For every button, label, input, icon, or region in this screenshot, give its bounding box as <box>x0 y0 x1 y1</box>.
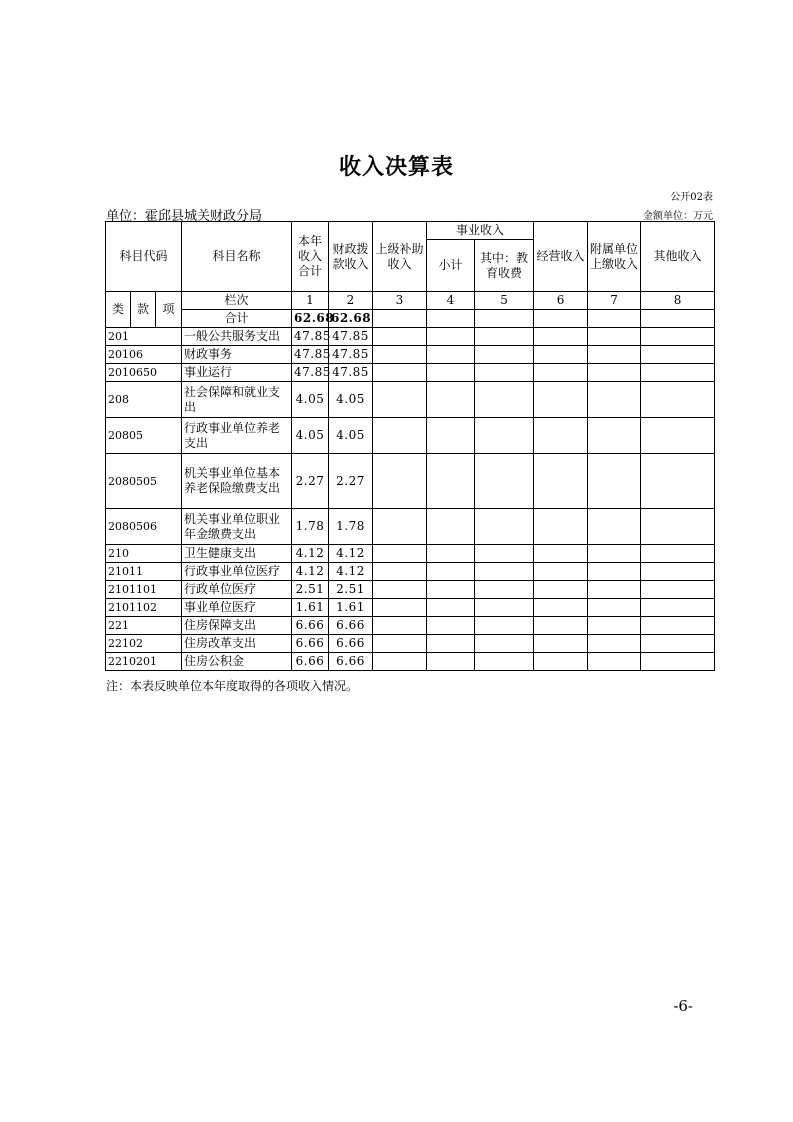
subject-name: 卫生健康支出 <box>182 545 292 563</box>
column-number: 4 <box>427 292 475 310</box>
empty-cell <box>373 418 427 454</box>
empty-cell <box>427 509 475 545</box>
empty-cell <box>427 346 475 364</box>
subject-name: 住房改革支出 <box>182 635 292 653</box>
empty-cell <box>641 509 715 545</box>
empty-cell <box>427 418 475 454</box>
empty-cell <box>641 364 715 382</box>
total-row <box>106 310 715 328</box>
empty-cell <box>641 563 715 581</box>
total-income-value: 47.85 <box>292 328 329 346</box>
empty-cell <box>588 328 641 346</box>
header-name: 科目名称 <box>182 222 292 292</box>
empty-cell <box>641 599 715 617</box>
empty-cell <box>588 635 641 653</box>
subject-code: 2010650 <box>106 364 182 382</box>
empty-cell <box>641 418 715 454</box>
total-income-value: 1.61 <box>292 599 329 617</box>
subject-code: 2101101 <box>106 581 182 599</box>
empty-cell <box>373 617 427 635</box>
subject-name: 机关事业单位基本养老保险缴费支出 <box>182 454 292 509</box>
subject-code: 201 <box>106 328 182 346</box>
fiscal-income-value: 6.66 <box>329 635 373 653</box>
total-income-value: 47.85 <box>292 364 329 382</box>
unit-label: 单位：霍邱县城关财政分局 <box>106 209 263 224</box>
subject-name: 财政事务 <box>182 346 292 364</box>
subject-name: 社会保障和就业支出 <box>182 382 292 418</box>
empty-cell <box>427 545 475 563</box>
fiscal-income-value: 4.05 <box>329 418 373 454</box>
total-income-value: 6.66 <box>292 653 329 671</box>
empty-cell <box>475 364 534 382</box>
header-xiang: 项 <box>156 292 182 328</box>
empty-cell <box>427 653 475 671</box>
empty-cell <box>534 617 588 635</box>
total-income-value: 6.66 <box>292 617 329 635</box>
empty-cell <box>534 581 588 599</box>
column-index-row <box>106 292 715 310</box>
empty-cell <box>373 346 427 364</box>
total-income-value: 62.68 <box>292 310 329 328</box>
empty-cell <box>373 364 427 382</box>
total-income-value: 4.05 <box>292 418 329 454</box>
empty-cell <box>588 418 641 454</box>
header-total: 本年收入合计 <box>292 222 329 292</box>
empty-cell <box>641 328 715 346</box>
total-income-value: 4.05 <box>292 382 329 418</box>
header-other: 其他收入 <box>641 222 715 292</box>
header-kuan: 款 <box>131 292 156 328</box>
empty-cell <box>373 653 427 671</box>
header-education: 其中：教育收费 <box>475 240 534 292</box>
total-income-value: 4.12 <box>292 563 329 581</box>
empty-cell <box>534 563 588 581</box>
empty-cell <box>588 509 641 545</box>
subject-code: 22102 <box>106 635 182 653</box>
empty-cell <box>588 617 641 635</box>
table-row <box>106 346 715 364</box>
empty-cell <box>641 346 715 364</box>
subject-code: 2080505 <box>106 454 182 509</box>
table-row <box>106 454 715 509</box>
empty-cell <box>588 581 641 599</box>
fiscal-income-value: 47.85 <box>329 346 373 364</box>
empty-cell <box>373 599 427 617</box>
table-row <box>106 635 715 653</box>
column-number: 7 <box>588 292 641 310</box>
column-number: 1 <box>292 292 329 310</box>
empty-cell <box>427 617 475 635</box>
fiscal-income-value: 47.85 <box>329 364 373 382</box>
empty-cell <box>373 328 427 346</box>
empty-cell <box>641 382 715 418</box>
subject-name: 住房公积金 <box>182 653 292 671</box>
empty-cell <box>427 581 475 599</box>
money-unit-label: 金额单位：万元 <box>643 211 713 222</box>
subject-code: 2101102 <box>106 599 182 617</box>
empty-cell <box>373 454 427 509</box>
subject-code: 20106 <box>106 346 182 364</box>
total-income-value: 2.27 <box>292 454 329 509</box>
subject-code: 20805 <box>106 418 182 454</box>
subject-name: 行政事业单位医疗 <box>182 563 292 581</box>
empty-cell <box>588 454 641 509</box>
empty-cell <box>475 599 534 617</box>
column-label: 栏次 <box>182 292 292 310</box>
subject-name: 机关事业单位职业年金缴费支出 <box>182 509 292 545</box>
empty-cell <box>641 653 715 671</box>
fiscal-income-value: 6.66 <box>329 617 373 635</box>
subject-name: 一般公共服务支出 <box>182 328 292 346</box>
empty-cell <box>534 509 588 545</box>
empty-cell <box>588 364 641 382</box>
subject-code: 2210201 <box>106 653 182 671</box>
subject-name: 住房保障支出 <box>182 617 292 635</box>
fiscal-income-value: 4.05 <box>329 382 373 418</box>
empty-cell <box>427 328 475 346</box>
subject-code: 208 <box>106 382 182 418</box>
column-number: 6 <box>534 292 588 310</box>
page-number: -6- <box>673 997 693 1015</box>
empty-cell <box>427 635 475 653</box>
empty-cell <box>641 617 715 635</box>
income-table <box>105 221 715 671</box>
empty-cell <box>641 635 715 653</box>
subject-name: 行政事业单位养老支出 <box>182 418 292 454</box>
table-row <box>106 418 715 454</box>
column-number: 8 <box>641 292 715 310</box>
empty-cell <box>534 635 588 653</box>
header-affiliate: 附属单位上缴收入 <box>588 222 641 292</box>
fiscal-income-value: 2.51 <box>329 581 373 599</box>
empty-cell <box>475 581 534 599</box>
empty-cell <box>475 545 534 563</box>
table-row <box>106 382 715 418</box>
header-fiscal: 财政拨款收入 <box>329 222 373 292</box>
total-income-value: 4.12 <box>292 545 329 563</box>
total-fiscal-value: 62.68 <box>329 310 373 328</box>
empty-cell <box>427 599 475 617</box>
empty-cell <box>641 581 715 599</box>
empty-cell <box>588 599 641 617</box>
empty-cell <box>588 346 641 364</box>
subject-code: 210 <box>106 545 182 563</box>
empty-cell <box>588 382 641 418</box>
table-row <box>106 563 715 581</box>
table-row <box>106 545 715 563</box>
empty-cell <box>373 635 427 653</box>
empty-cell <box>475 454 534 509</box>
column-number: 3 <box>373 292 427 310</box>
header-code: 科目代码 <box>106 222 182 292</box>
table-row <box>106 617 715 635</box>
empty-cell <box>534 545 588 563</box>
empty-cell <box>373 509 427 545</box>
form-number: 公开02表 <box>670 192 713 203</box>
empty-cell <box>427 563 475 581</box>
empty-cell <box>534 364 588 382</box>
empty-cell <box>534 382 588 418</box>
column-number: 2 <box>329 292 373 310</box>
header-operating: 经营收入 <box>534 222 588 292</box>
table-row <box>106 509 715 545</box>
total-income-value: 1.78 <box>292 509 329 545</box>
header-subsidy: 上级补助收入 <box>373 222 427 292</box>
empty-cell <box>475 563 534 581</box>
table-row <box>106 599 715 617</box>
subject-code: 21011 <box>106 563 182 581</box>
total-income-value: 47.85 <box>292 346 329 364</box>
empty-cell <box>475 509 534 545</box>
total-income-value: 6.66 <box>292 635 329 653</box>
subject-name: 行政单位医疗 <box>182 581 292 599</box>
table-row <box>106 581 715 599</box>
fiscal-income-value: 6.66 <box>329 653 373 671</box>
fiscal-income-value: 1.78 <box>329 509 373 545</box>
fiscal-income-value: 1.61 <box>329 599 373 617</box>
fiscal-income-value: 4.12 <box>329 563 373 581</box>
empty-cell <box>373 382 427 418</box>
subject-code: 221 <box>106 617 182 635</box>
total-income-value: 2.51 <box>292 581 329 599</box>
subject-name: 事业运行 <box>182 364 292 382</box>
empty-cell <box>475 418 534 454</box>
empty-cell <box>427 382 475 418</box>
empty-cell <box>534 653 588 671</box>
column-number: 5 <box>475 292 534 310</box>
empty-cell <box>641 545 715 563</box>
empty-cell <box>588 563 641 581</box>
empty-cell <box>373 581 427 599</box>
table-row <box>106 328 715 346</box>
empty-cell <box>588 545 641 563</box>
page-title: 收入决算表 <box>338 155 454 180</box>
header-subtotal: 小计 <box>427 240 475 292</box>
fiscal-income-value: 4.12 <box>329 545 373 563</box>
empty-cell <box>475 346 534 364</box>
fiscal-income-value: 2.27 <box>329 454 373 509</box>
empty-cell <box>427 454 475 509</box>
empty-cell <box>475 328 534 346</box>
footnote: 注：本表反映单位本年度取得的各项收入情况。 <box>106 679 359 693</box>
empty-cell <box>534 599 588 617</box>
empty-cell <box>475 653 534 671</box>
table-row <box>106 653 715 671</box>
empty-cell <box>475 617 534 635</box>
empty-cell <box>534 346 588 364</box>
total-label: 合计 <box>182 310 292 328</box>
table-row <box>106 364 715 382</box>
empty-cell <box>588 653 641 671</box>
empty-cell <box>427 364 475 382</box>
subject-name: 事业单位医疗 <box>182 599 292 617</box>
empty-cell <box>475 382 534 418</box>
subject-code: 2080506 <box>106 509 182 545</box>
empty-cell <box>373 563 427 581</box>
empty-cell <box>534 454 588 509</box>
empty-cell <box>534 418 588 454</box>
header-lei: 类 <box>106 292 131 328</box>
empty-cell <box>641 454 715 509</box>
empty-cell <box>534 328 588 346</box>
header-business-group: 事业收入 <box>427 222 534 240</box>
empty-cell <box>475 635 534 653</box>
empty-cell <box>373 545 427 563</box>
fiscal-income-value: 47.85 <box>329 328 373 346</box>
